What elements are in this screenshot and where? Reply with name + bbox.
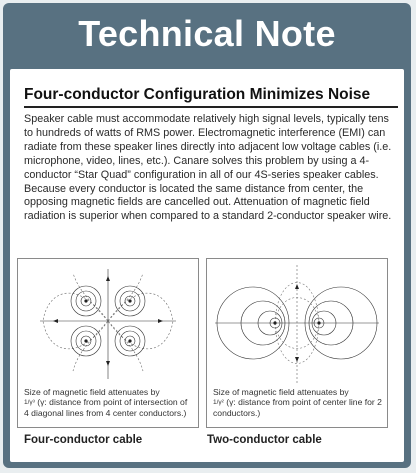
two-conductor-field-diagram [207, 259, 387, 389]
title-banner [3, 3, 411, 65]
caption-text: Size of magnetic field attenuates by [213, 387, 349, 397]
heading-rule [24, 106, 398, 108]
body-paragraph: Speaker cable must accommodate relatively high signal levels, typically tens to hundreds of watts of RMS power. Electromagnetic interference (EMI) can radiate from these speaker lines directly into adjacent low voltage cables (i.e. microphone, video, lines, etc.). Canare solves this problem by using a 4-conductor “Star Quad” configuration in all of our 4S-series speaker cables. Because every conductor is located the same distance from center, the opposing magnetic fields are cancelled out. Attenuation of magnetic field radiation is superior when compared to a standard 2-conductor speaker wire. [24, 113, 392, 223]
content-panel [10, 69, 404, 462]
four-conductor-caption [24, 387, 194, 418]
two-conductor-label: Two-conductor cable [207, 434, 322, 446]
caption-note: (γ: distance from point of center line for 2 conductors.) [213, 397, 382, 418]
two-conductor-figure [206, 258, 388, 428]
page-title: Technical Note [78, 13, 336, 54]
four-conductor-figure [17, 258, 199, 428]
four-conductor-field-diagram [18, 259, 198, 389]
caption-text: Size of magnetic field attenuates by [24, 387, 160, 397]
note-frame [3, 3, 411, 468]
four-conductor-label: Four-conductor cable [24, 434, 143, 446]
caption-note: (γ: distance from point of intersection of 4 diagonal lines from 4 center conductors.) [24, 397, 188, 418]
attenuation-fraction: 1/γ² [213, 399, 224, 406]
section-heading: Four-conductor Configuration Minimizes Noise [24, 86, 371, 103]
two-conductor-caption [213, 387, 383, 418]
attenuation-fraction: 1/γ³ [24, 399, 35, 406]
